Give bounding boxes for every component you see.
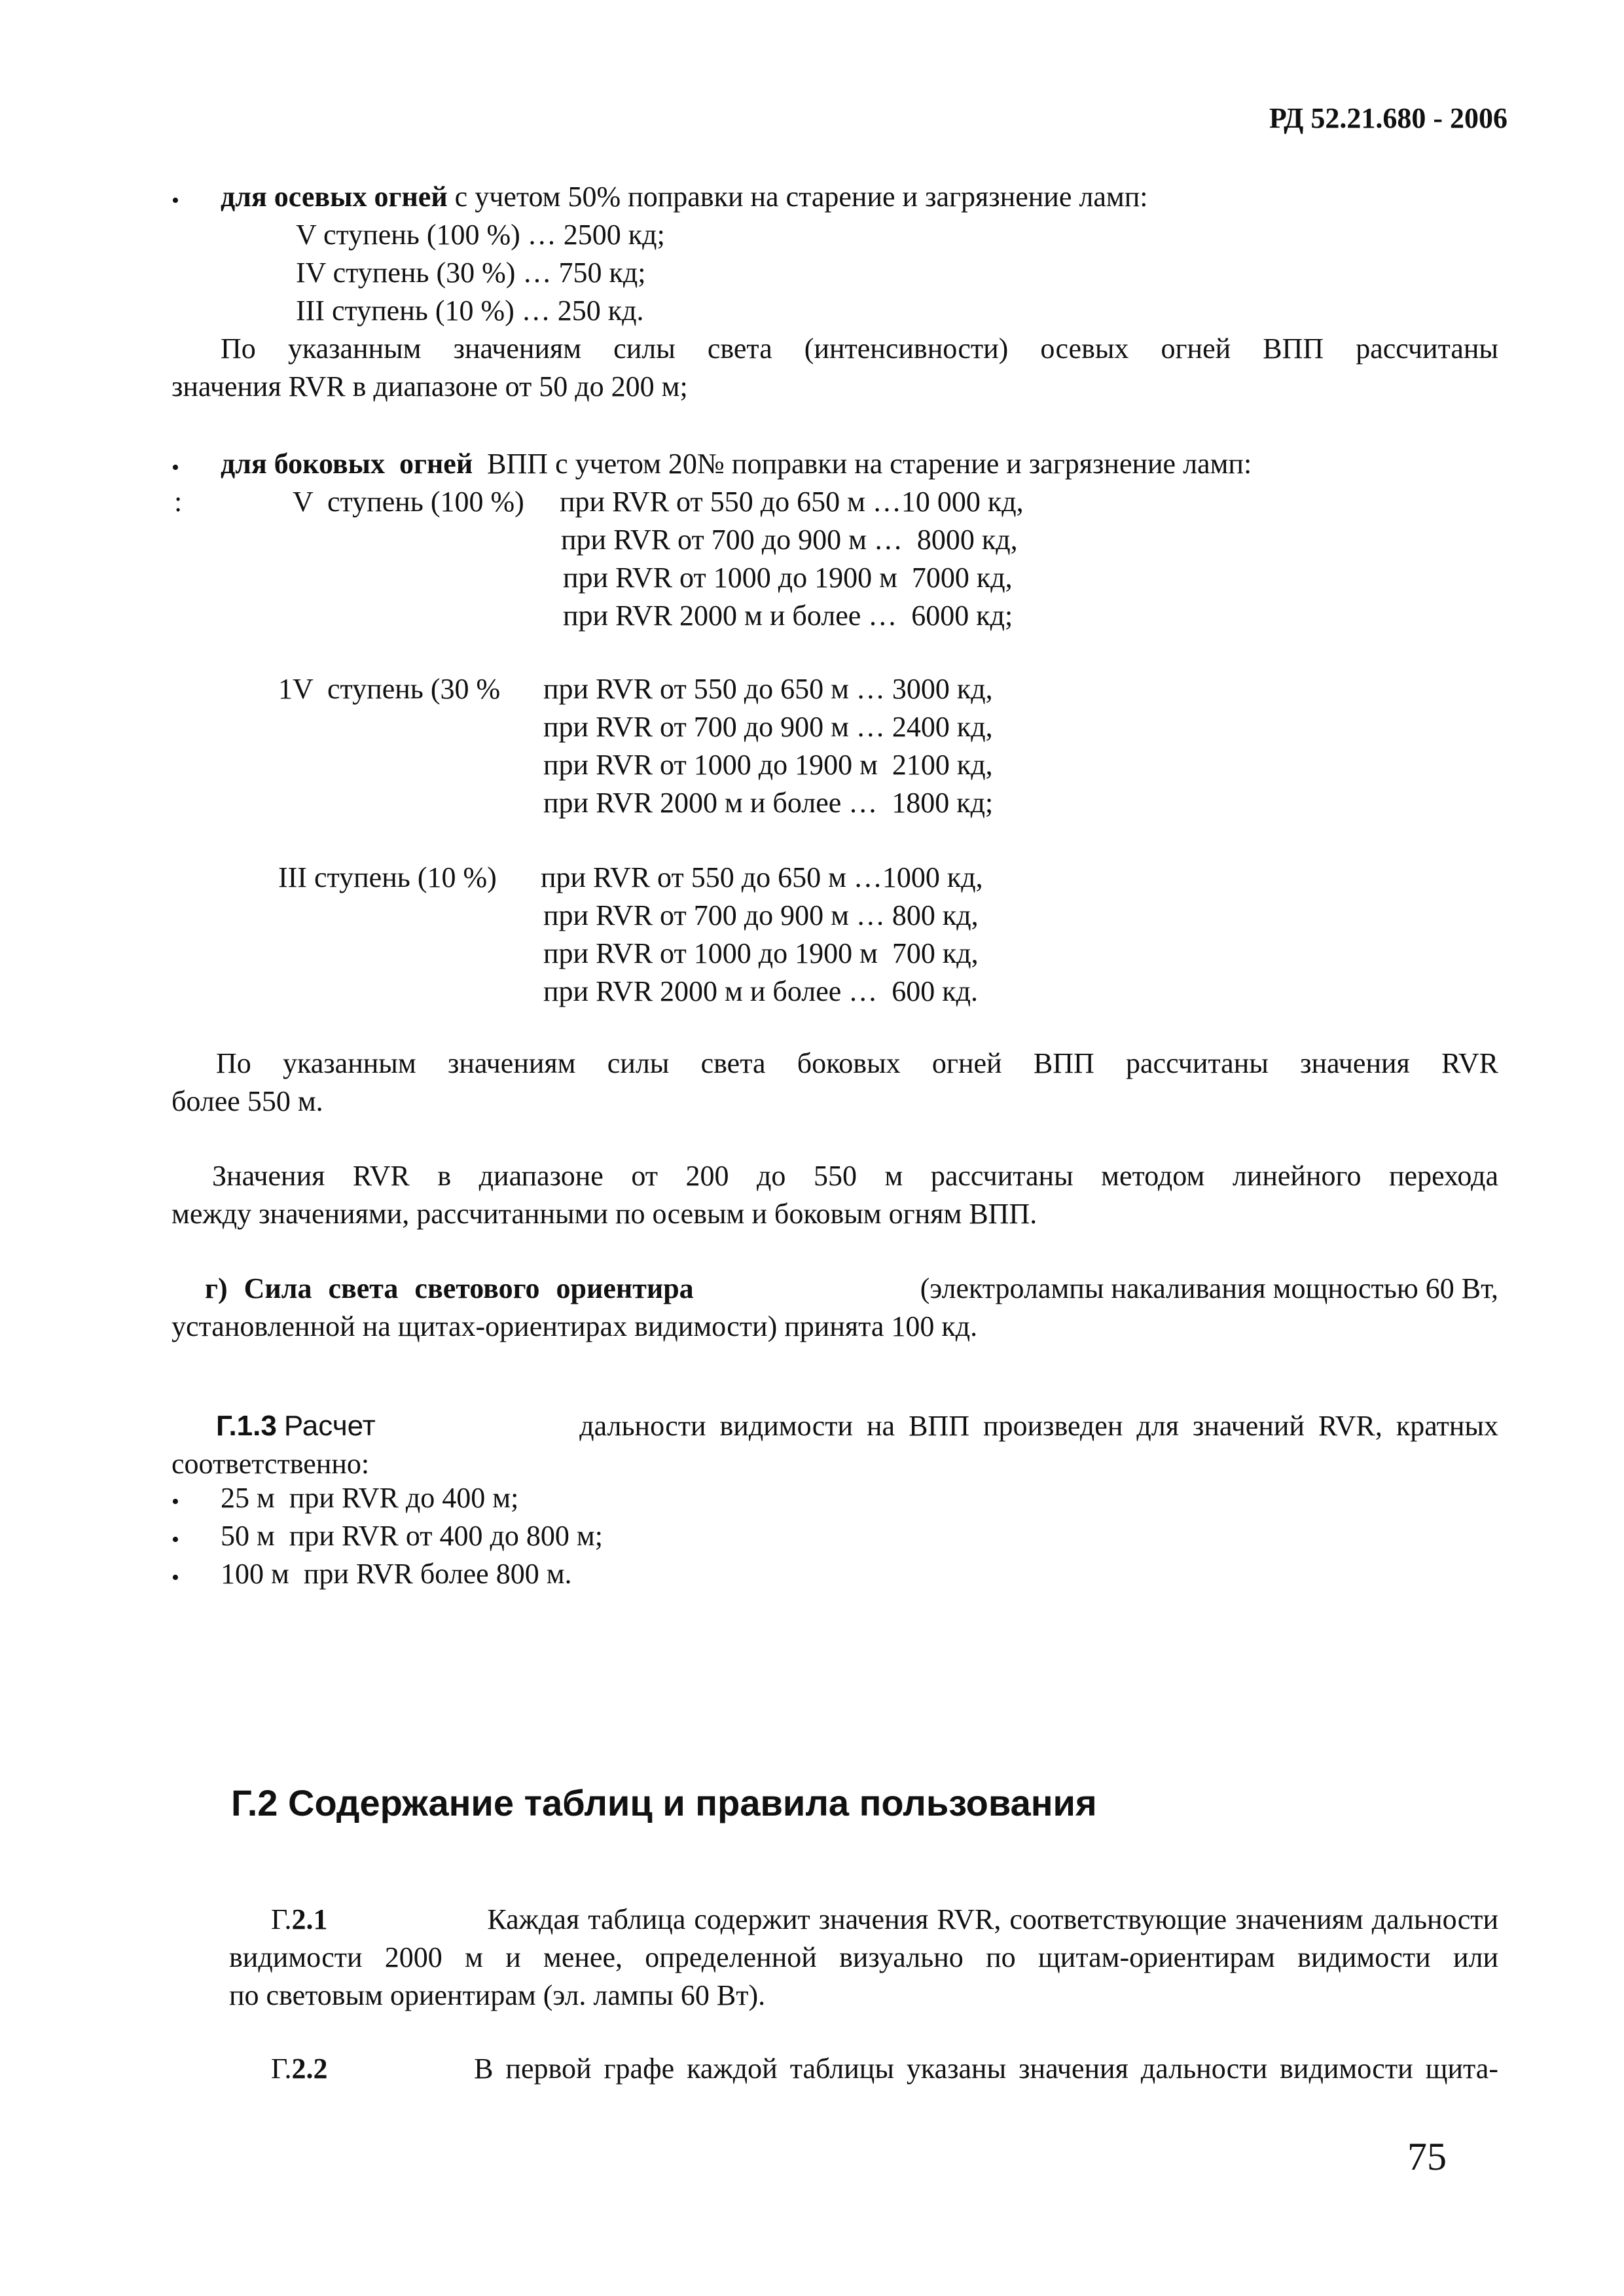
bullet-icon: • — [171, 456, 179, 480]
bullet-icon: • — [171, 188, 179, 213]
beacon-line2: установленной на щитах-ориентирах видимости) принята 100 кд. — [171, 1310, 978, 1342]
side-lights-heading — [221, 445, 1252, 483]
side-group4-row: при RVR от 700 до 900 м … 2400 кд, — [543, 711, 993, 743]
side-group5-row: при RVR от 550 до 650 м …10 000 кд, — [560, 486, 1024, 518]
side-group3-label: III ступень (10 %) — [278, 861, 497, 893]
calc-number: Г.1.3 — [216, 1410, 277, 1442]
section2-p2-line1 — [271, 2050, 1498, 2088]
side-group5-label: V ступень (100 %) — [293, 486, 524, 518]
side-group3-row: при RVR от 550 до 650 м …1000 кд, — [541, 861, 983, 893]
axial-level-5: V ступень (100 %) … 2500 кд; — [296, 219, 665, 251]
calc-line2: соответственно: — [171, 1448, 370, 1480]
p2-prefix: Г. — [271, 2053, 292, 2085]
section2-p1-line3: по световым ориентирам (эл. лампы 60 Вт). — [229, 1979, 766, 2011]
beacon-line1 — [205, 1270, 1498, 1308]
side-group4-row: при RVR 2000 м и более … 1800 кд; — [543, 787, 994, 819]
axial-lights-title: для осевых огней — [221, 181, 448, 213]
side-group4-label: 1V ступень (30 % — [278, 673, 501, 705]
side-group4-row: при RVR от 1000 до 1900 м 2100 кд, — [543, 749, 993, 781]
axial-level-4: IV ступень (30 %) … 750 кд; — [296, 257, 646, 289]
p1-prefix: Г. — [271, 1903, 292, 1935]
axial-note-line1: По указанным значениям силы света (интенсивности) осевых огней ВПП рассчитаны — [221, 332, 1498, 365]
axial-level-3: III ступень (10 %) … 250 кд. — [296, 295, 644, 327]
list-item: 100 м при RVR более 800 м. — [221, 1558, 572, 1590]
bullet-icon: • — [171, 1566, 179, 1590]
section2-p1-line2: видимости 2000 м и менее, определенной визуально по щитам-ориентирам видимости или — [229, 1941, 1498, 1973]
p1-text: Каждая таблица содержит значения RVR, соответствующие значениям дальности — [478, 1903, 1498, 1935]
calc-line1 — [216, 1407, 1498, 1445]
document-code-header: РД 52.21.680 - 2006 — [1269, 102, 1507, 134]
calc-word: Расчет — [283, 1410, 376, 1442]
colon-mark: : — [174, 486, 183, 518]
list-item: 50 м при RVR от 400 до 800 м; — [221, 1520, 603, 1552]
calc-lead — [216, 1407, 376, 1445]
side-group4-row: при RVR от 550 до 650 м … 3000 кд, — [543, 673, 993, 705]
axial-lights-heading — [221, 178, 1147, 216]
side-group5-row: при RVR от 700 до 900 м … 8000 кд, — [561, 524, 1018, 556]
side-group5-row: при RVR от 1000 до 1900 м 7000 кд, — [563, 562, 1013, 594]
section-heading: Г.2 Содержание таблиц и правила пользования — [231, 1782, 1097, 1823]
bullet-icon: • — [171, 1490, 179, 1514]
beacon-title: г) Сила света светового ориентира — [205, 1272, 694, 1304]
bullet-icon: • — [171, 1528, 179, 1552]
side-group5-row: при RVR 2000 м и более … 6000 кд; — [563, 600, 1013, 632]
axial-lights-title-rest: с учетом 50% поправки на старение и загрязнение ламп: — [447, 181, 1148, 213]
p2-label — [271, 2050, 327, 2088]
side-group3-row: при RVR 2000 м и более … 600 кд. — [543, 975, 979, 1007]
section2-p1-line1 — [271, 1901, 1498, 1939]
interp-line2: между значениями, рассчитанными по осевым и боковым огням ВПП. — [171, 1198, 1038, 1230]
side-group3-row: при RVR от 700 до 900 м … 800 кд, — [543, 899, 979, 931]
p2-number: 2.2 — [291, 2053, 328, 2085]
side-lights-title: для боковых огней — [221, 448, 473, 480]
axial-note-line2: значения RVR в диапазоне от 50 до 200 м; — [171, 370, 688, 403]
p2-text: В первой графе каждой таблицы указаны значения дальности видимости щита- — [461, 2053, 1498, 2085]
page-number: 75 — [1407, 2135, 1447, 2178]
calc-rest: дальности видимости на ВПП произведен для значений RVR, кратных — [579, 1410, 1498, 1442]
p1-number: 2.1 — [291, 1903, 328, 1935]
interp-line1: Значения RVR в диапазоне от 200 до 550 м рассчитаны методом линейного перехода — [212, 1160, 1498, 1192]
beacon-title-rest: (электролампы накаливания мощностью 60 Вт, — [920, 1272, 1498, 1304]
side-note-line1: По указанным значениям силы света боковых огней ВПП рассчитаны значения RVR — [216, 1047, 1498, 1079]
p1-label — [271, 1901, 327, 1939]
side-lights-title-rest: ВПП с учетом 20№ поправки на старение и загрязнение ламп: — [473, 448, 1252, 480]
side-note-line2: более 550 м. — [171, 1085, 323, 1117]
list-item: 25 м при RVR до 400 м; — [221, 1482, 519, 1514]
side-group3-row: при RVR от 1000 до 1900 м 700 кд, — [543, 937, 979, 969]
